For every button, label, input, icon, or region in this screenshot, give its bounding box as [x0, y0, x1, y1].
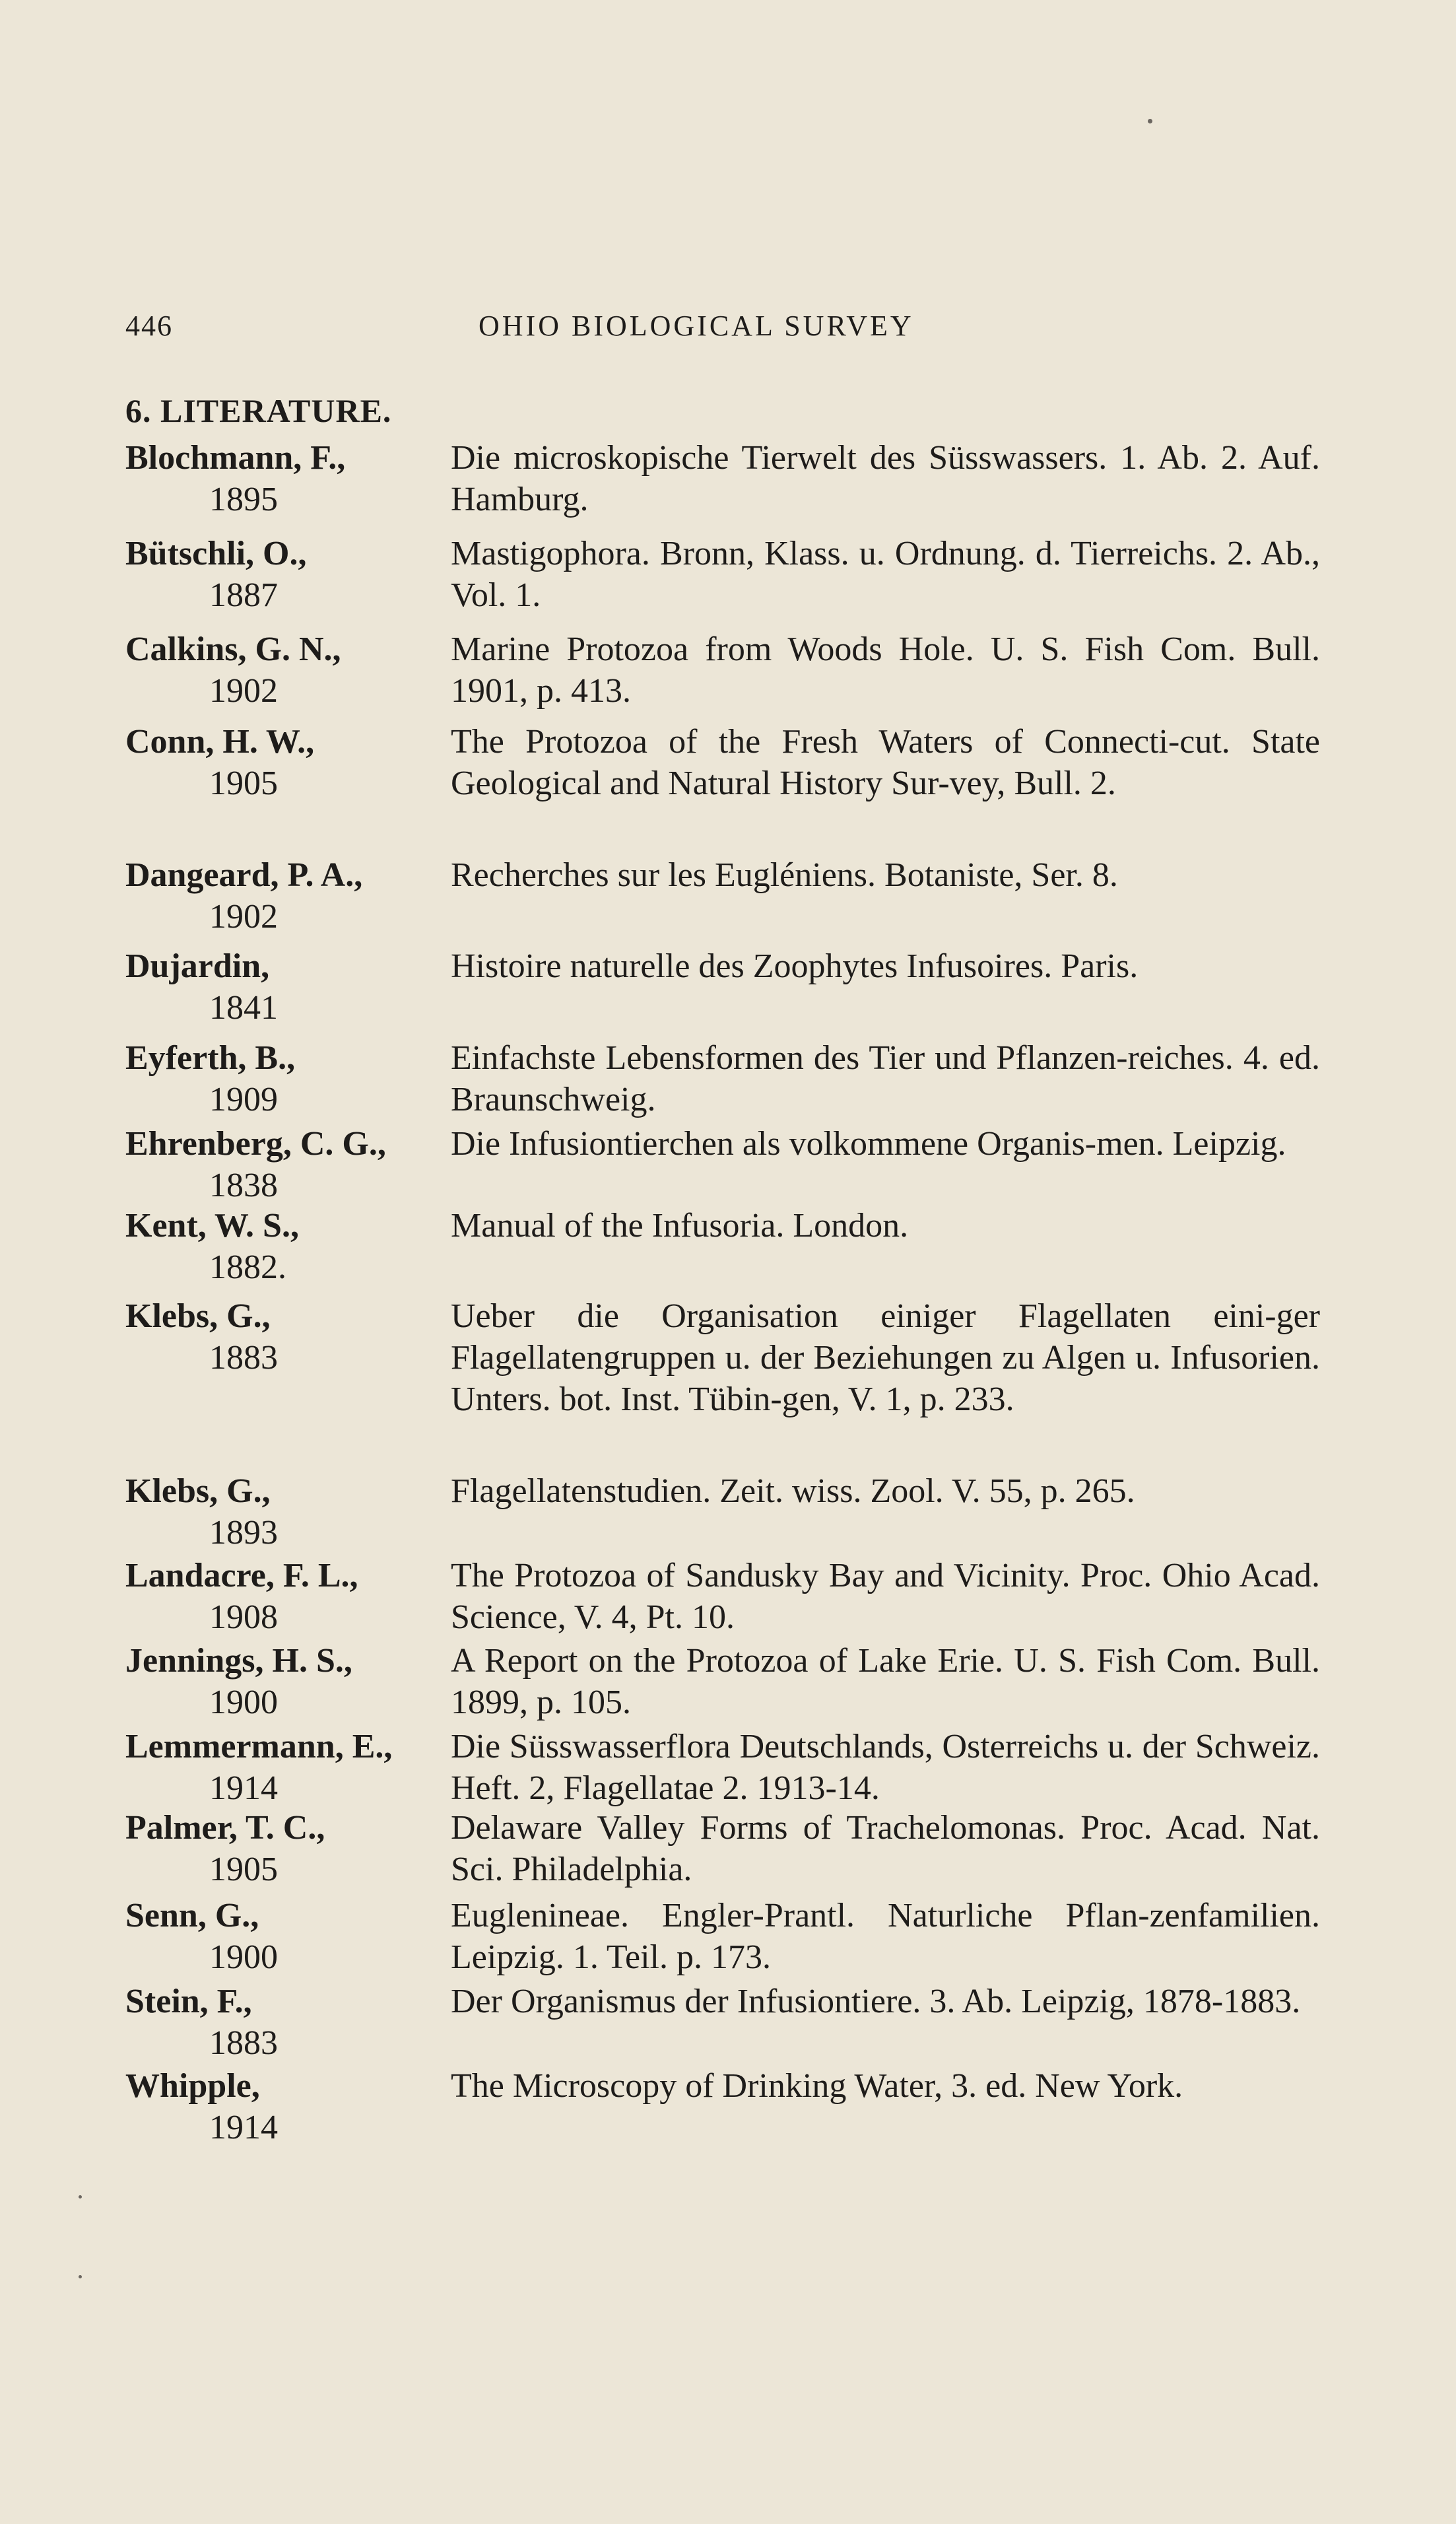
running-head [125, 309, 1320, 349]
entry-author: Ehrenberg, C. G., [125, 1125, 386, 1163]
entry-citation: Delaware Valley Forms of Trachelomonas. Proc. Acad. Nat. Sci. Philadelphia. [451, 1809, 1320, 1888]
entry-citation: Die Süsswasserflora Deutschlands, Osterreichs u. der Schweiz. Heft. 2, Flagellatae 2. 1913-14. [451, 1728, 1320, 1807]
entry-citation: Euglenineae. Engler-Prantl. Naturliche Pflan-zenfamilien. Leipzig. 1. Teil. p. 173. [451, 1897, 1320, 1976]
entry-year: 1893 [209, 1514, 278, 1552]
section-heading: 6. LITERATURE. [125, 392, 392, 429]
entry-author-column [125, 629, 455, 712]
entry-citation: Recherches sur les Eugléniens. Botaniste, Ser. 8. [451, 856, 1118, 894]
entry-author-column [125, 1205, 455, 1288]
page-speck [1148, 119, 1152, 123]
entry-author: Calkins, G. N., [125, 631, 341, 668]
entry-citation: Die Infusiontierchen als volkommene Organis-men. Leipzig. [451, 1125, 1286, 1163]
entry-citation: Histoire naturelle des Zoophytes Infusoires. Paris. [451, 947, 1139, 985]
entry-author: Conn, H. W., [125, 723, 315, 761]
entry-author: Klebs, G., [125, 1297, 271, 1335]
entry-year: 1914 [209, 2109, 278, 2146]
entry-year: 1905 [209, 765, 278, 802]
page-speck [79, 2195, 82, 2199]
entry-year: 1883 [209, 2024, 278, 2062]
entry-year: 1909 [209, 1081, 278, 1118]
entry-citation: Marine Protozoa from Woods Hole. U. S. Fish Com. Bull. 1901, p. 413. [451, 631, 1320, 710]
entry-citation: Mastigophora. Bronn, Klass. u. Ordnung. d. Tierreichs. 2. Ab., Vol. 1. [451, 535, 1320, 614]
entry-citation: Ueber die Organisation einiger Flagellaten eini-ger Flagellatengruppen u. der Beziehungen zu Algen u. Infusorien. Unters. bot. Inst. Tübin-gen, V. 1, p. 233. [451, 1297, 1320, 1418]
entry-author-column [125, 1470, 455, 1553]
entry-citation: Einfachste Lebensformen des Tier und Pflanzen-reiches. 4. ed. Braunschweig. [451, 1039, 1320, 1118]
entry-author-column [125, 1726, 455, 1809]
entry-citation: The Protozoa of the Fresh Waters of Connecti-cut. State Geological and Natural History Sur-vey, Bull. 2. [451, 723, 1320, 802]
entry-author-column [125, 1640, 455, 1723]
entry-author-column [125, 1295, 455, 1379]
entry-author-column [125, 2065, 455, 2148]
entry-year: 1902 [209, 672, 278, 710]
entry-citation: Der Organismus der Infusiontiere. 3. Ab. Leipzig, 1878-1883. [451, 1983, 1301, 2020]
entry-year: 1914 [209, 1769, 278, 1807]
entry-author-column [125, 1123, 455, 1206]
page-speck [79, 2275, 82, 2278]
entry-year: 1841 [209, 989, 278, 1027]
entry-author: Kent, W. S., [125, 1207, 299, 1245]
entry-year: 1838 [209, 1167, 278, 1204]
entry-year: 1902 [209, 898, 278, 936]
entry-year: 1900 [209, 1938, 278, 1976]
entry-citation: Manual of the Infusoria. London. [451, 1207, 909, 1245]
entry-author-column [125, 1981, 455, 2064]
entry-author: Senn, G., [125, 1897, 259, 1934]
entry-author: Landacre, F. L., [125, 1557, 358, 1594]
entry-author: Dujardin, [125, 947, 270, 985]
entry-year: 1895 [209, 481, 278, 518]
entry-author: Lemmermann, E., [125, 1728, 393, 1765]
entry-author-column [125, 437, 455, 520]
entry-year: 1908 [209, 1598, 278, 1636]
entry-author: Palmer, T. C., [125, 1809, 325, 1847]
entry-author: Klebs, G., [125, 1472, 271, 1510]
entry-year: 1887 [209, 576, 278, 614]
entry-citation: Die microskopische Tierwelt des Süsswassers. 1. Ab. 2. Auf. Hamburg. [451, 439, 1320, 518]
entry-year: 1883 [209, 1339, 278, 1377]
page-number: 446 [125, 310, 173, 342]
entry-year: 1900 [209, 1684, 278, 1721]
entry-author-column [125, 1895, 455, 1978]
entry-author-column [125, 721, 455, 804]
entry-year: 1882. [209, 1248, 286, 1286]
entry-author: Eyferth, B., [125, 1039, 296, 1077]
entry-year: 1905 [209, 1851, 278, 1888]
entry-citation: Flagellatenstudien. Zeit. wiss. Zool. V. 55, p. 265. [451, 1472, 1135, 1510]
entry-citation: A Report on the Protozoa of Lake Erie. U. S. Fish Com. Bull. 1899, p. 105. [451, 1642, 1320, 1721]
entry-author: Stein, F., [125, 1983, 252, 2020]
entry-author-column [125, 1555, 455, 1638]
entry-author: Blochmann, F., [125, 439, 346, 477]
entry-author-column [125, 945, 455, 1029]
entry-author: Dangeard, P. A., [125, 856, 363, 894]
entry-author: Jennings, H. S., [125, 1642, 352, 1680]
journal-title: OHIO BIOLOGICAL SURVEY [479, 310, 914, 342]
entry-citation: The Microscopy of Drinking Water, 3. ed. New York. [451, 2067, 1183, 2105]
entry-author: Bütschli, O., [125, 535, 307, 572]
entry-author: Whipple, [125, 2067, 260, 2105]
entry-citation: The Protozoa of Sandusky Bay and Vicinity. Proc. Ohio Acad. Science, V. 4, Pt. 10. [451, 1557, 1320, 1636]
entry-author-column [125, 854, 455, 938]
entry-author-column [125, 1037, 455, 1120]
entry-author-column [125, 533, 455, 616]
entry-author-column [125, 1807, 455, 1890]
